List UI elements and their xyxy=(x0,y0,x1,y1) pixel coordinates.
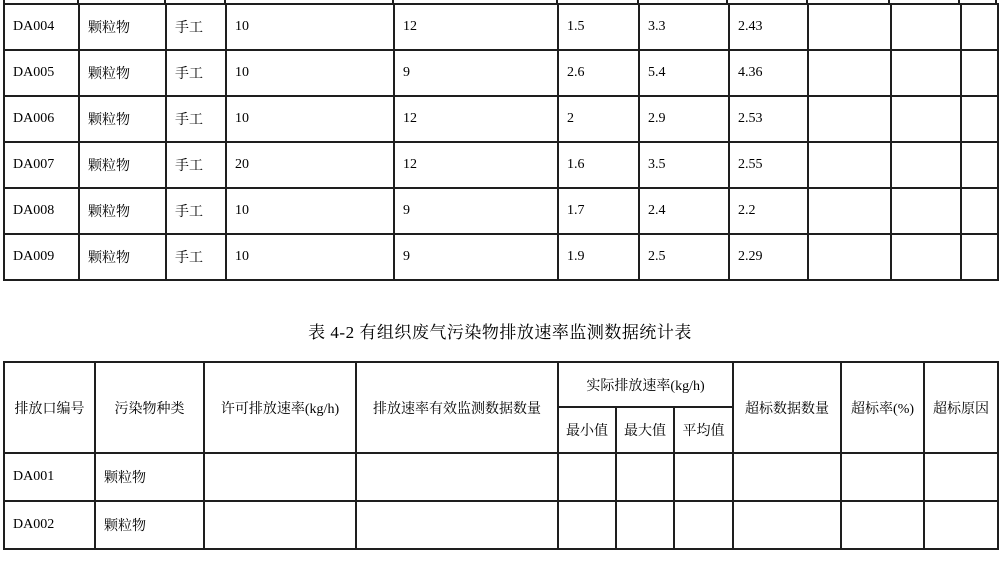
max-value-cell: 2.9 xyxy=(639,96,729,142)
pollutant-cell: 颗粒物 xyxy=(79,142,166,188)
outlet-id-cell: DA005 xyxy=(4,50,79,96)
table-4-2-title: 表 4-2 有组织废气污染物排放速率监测数据统计表 xyxy=(308,323,692,342)
pollutant-cell: 颗粒物 xyxy=(79,234,166,280)
exceed-count-cell xyxy=(808,4,891,50)
avg-value-cell: 2.53 xyxy=(729,96,808,142)
pollutant-cell: 颗粒物 xyxy=(95,453,204,501)
outlet-id-cell: DA008 xyxy=(4,188,79,234)
monitoring-data-table-continuation xyxy=(3,3,999,281)
outlet-id-cell: DA007 xyxy=(4,142,79,188)
max-value-cell: 2.4 xyxy=(639,188,729,234)
permitted-value-cell: 20 xyxy=(226,142,394,188)
data-count-cell: 12 xyxy=(394,96,558,142)
exceed-rate-cell xyxy=(891,50,961,96)
permitted-value-cell: 10 xyxy=(226,234,394,280)
exceed-rate-cell xyxy=(891,142,961,188)
avg-value-cell xyxy=(674,501,733,549)
max-value-cell: 3.3 xyxy=(639,4,729,50)
outlet-id-cell: DA004 xyxy=(4,4,79,50)
min-value-cell: 1.9 xyxy=(558,234,639,280)
exceed-reason-cell xyxy=(961,142,998,188)
avg-value-cell: 2.55 xyxy=(729,142,808,188)
exceed-reason-cell xyxy=(924,453,998,501)
method-cell: 手工 xyxy=(166,188,226,234)
permitted-rate-cell xyxy=(204,453,356,501)
valid-data-count-cell xyxy=(356,501,558,549)
max-value-cell: 3.5 xyxy=(639,142,729,188)
outlet-id-cell: DA001 xyxy=(4,453,95,501)
pollutant-cell: 颗粒物 xyxy=(95,501,204,549)
column-header-outlet-id: 排放口编号 xyxy=(4,362,95,453)
table-row xyxy=(4,188,998,234)
exceed-rate-cell xyxy=(891,188,961,234)
data-count-cell: 9 xyxy=(394,188,558,234)
exceed-count-cell xyxy=(808,96,891,142)
exceed-count-cell xyxy=(808,188,891,234)
max-value-cell xyxy=(616,501,674,549)
pollutant-cell: 颗粒物 xyxy=(79,96,166,142)
table-row xyxy=(4,234,998,280)
min-value-cell: 2 xyxy=(558,96,639,142)
data-count-cell: 9 xyxy=(394,50,558,96)
header-row-main xyxy=(4,362,998,407)
exceed-reason-cell xyxy=(961,4,998,50)
table-row xyxy=(4,501,998,549)
method-cell: 手工 xyxy=(166,96,226,142)
exceed-count-cell xyxy=(808,50,891,96)
method-cell: 手工 xyxy=(166,50,226,96)
avg-value-cell: 2.43 xyxy=(729,4,808,50)
outlet-id-cell: DA009 xyxy=(4,234,79,280)
outlet-id-cell: DA002 xyxy=(4,501,95,549)
exceed-reason-cell xyxy=(961,96,998,142)
exceed-count-cell xyxy=(808,234,891,280)
data-count-cell: 12 xyxy=(394,142,558,188)
min-value-cell: 1.6 xyxy=(558,142,639,188)
column-header-pollutant-type: 污染物种类 xyxy=(95,362,204,453)
method-cell: 手工 xyxy=(166,142,226,188)
table-row xyxy=(4,453,998,501)
exceed-reason-cell xyxy=(961,188,998,234)
exceed-rate-cell xyxy=(891,4,961,50)
exceed-rate-cell xyxy=(841,453,924,501)
column-header-min-value: 最小值 xyxy=(558,407,616,453)
column-header-avg-value: 平均值 xyxy=(674,407,733,453)
avg-value-cell: 4.36 xyxy=(729,50,808,96)
outlet-id-cell: DA006 xyxy=(4,96,79,142)
method-cell: 手工 xyxy=(166,234,226,280)
data-count-cell: 9 xyxy=(394,234,558,280)
exceed-reason-cell xyxy=(961,50,998,96)
emission-rate-statistics-table xyxy=(3,361,999,550)
pollutant-cell: 颗粒物 xyxy=(79,188,166,234)
permitted-value-cell: 10 xyxy=(226,96,394,142)
min-value-cell: 2.6 xyxy=(558,50,639,96)
exceed-rate-cell xyxy=(891,234,961,280)
pollutant-cell: 颗粒物 xyxy=(79,4,166,50)
valid-data-count-cell xyxy=(356,453,558,501)
column-header-exceed-rate: 超标率(%) xyxy=(841,362,924,453)
exceed-reason-cell xyxy=(961,234,998,280)
max-value-cell: 2.5 xyxy=(639,234,729,280)
column-header-exceed-count: 超标数据数量 xyxy=(733,362,841,453)
exceed-reason-cell xyxy=(924,501,998,549)
permitted-rate-cell xyxy=(204,501,356,549)
exceed-count-cell xyxy=(733,453,841,501)
column-header-valid-data-count: 排放速率有效监测数据数量 xyxy=(356,362,558,453)
min-value-cell: 1.7 xyxy=(558,188,639,234)
exceed-count-cell xyxy=(808,142,891,188)
avg-value-cell xyxy=(674,453,733,501)
method-cell: 手工 xyxy=(166,4,226,50)
table-row xyxy=(4,96,998,142)
min-value-cell xyxy=(558,501,616,549)
exceed-count-cell xyxy=(733,501,841,549)
table-row xyxy=(4,4,998,50)
column-header-max-value: 最大值 xyxy=(616,407,674,453)
avg-value-cell: 2.2 xyxy=(729,188,808,234)
min-value-cell xyxy=(558,453,616,501)
pollutant-cell: 颗粒物 xyxy=(79,50,166,96)
max-value-cell: 5.4 xyxy=(639,50,729,96)
column-header-actual-rate-group: 实际排放速率(kg/h) xyxy=(558,362,733,407)
permitted-value-cell: 10 xyxy=(226,188,394,234)
permitted-value-cell: 10 xyxy=(226,4,394,50)
column-header-exceed-reason: 超标原因 xyxy=(924,362,998,453)
avg-value-cell: 2.29 xyxy=(729,234,808,280)
table-row xyxy=(4,50,998,96)
min-value-cell: 1.5 xyxy=(558,4,639,50)
column-header-permitted-rate: 许可排放速率(kg/h) xyxy=(204,362,356,453)
permitted-value-cell: 10 xyxy=(226,50,394,96)
table-row xyxy=(4,142,998,188)
data-count-cell: 12 xyxy=(394,4,558,50)
exceed-rate-cell xyxy=(841,501,924,549)
max-value-cell xyxy=(616,453,674,501)
exceed-rate-cell xyxy=(891,96,961,142)
